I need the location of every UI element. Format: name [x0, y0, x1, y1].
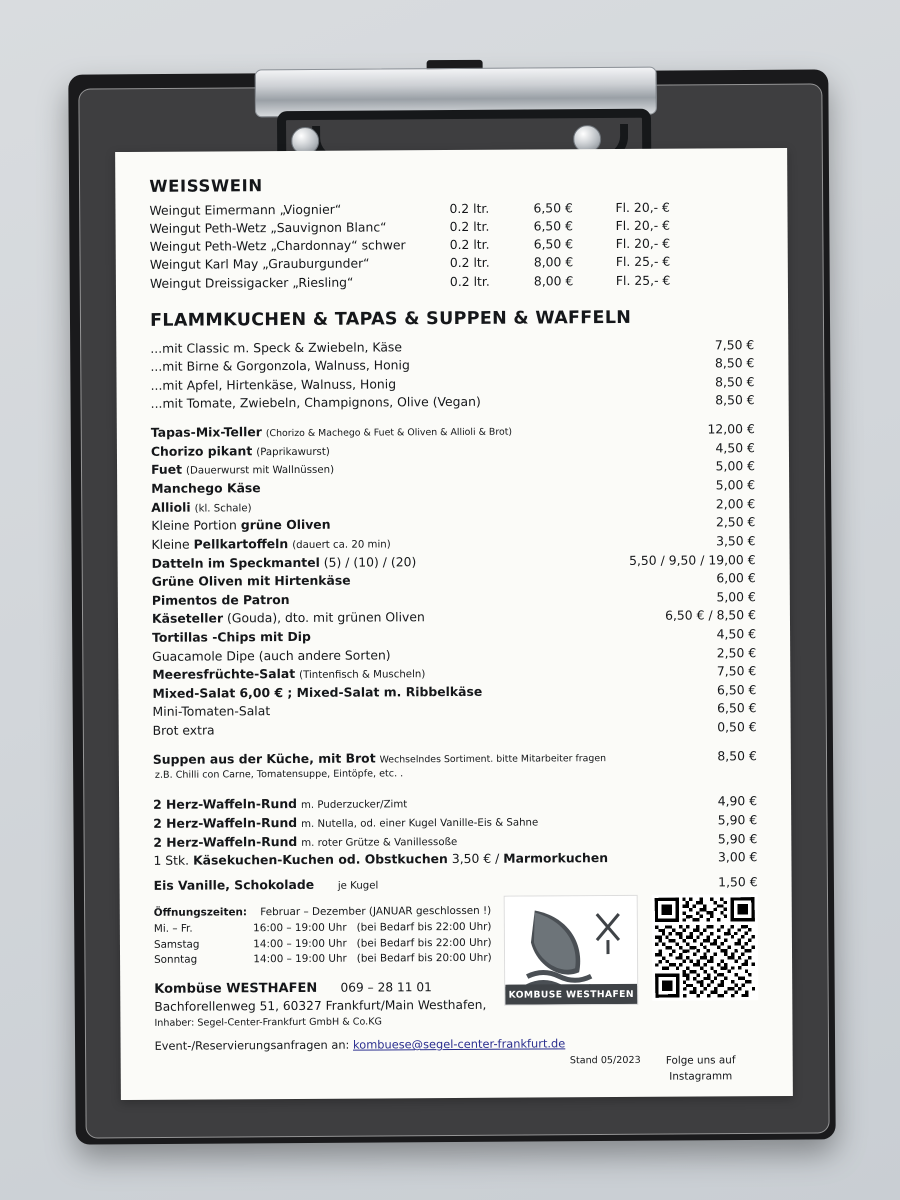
section-title-weisswein: WEISSWEIN	[149, 176, 263, 196]
menu-item	[152, 552, 756, 572]
wine-glass-price: 6,50 €	[533, 236, 574, 252]
hours-time: 14:00 – 19:00 Uhr	[253, 952, 347, 966]
wine-row	[150, 272, 754, 292]
item-label	[152, 553, 581, 572]
owner-line: Inhaber: Segel-Center-Frankfurt GmbH & Co.KG	[154, 1016, 382, 1029]
item-prefix: Kleine	[151, 536, 194, 552]
wine-size: 0.2 ltr.	[449, 200, 490, 217]
item-name: Pimentos de Patron	[151, 591, 290, 608]
menu-item	[153, 812, 757, 832]
item-price: 1,50 €	[718, 873, 758, 890]
menu-item	[152, 682, 756, 702]
item-price: 12,00 €	[707, 421, 755, 437]
item-label	[152, 590, 638, 610]
hours-days: Mi. – Fr.	[153, 922, 193, 935]
item-label: ...mit Tomate, Zwiebeln, Champignons, Olive (Vegan)	[150, 394, 481, 412]
item-label	[151, 459, 637, 479]
item-price: 5,90 €	[717, 830, 758, 846]
wine-bottle-price: Fl. 20,- €	[615, 199, 670, 216]
item-name: 2 Herz-Waffeln-Rund	[153, 833, 298, 850]
menu-item	[150, 355, 754, 375]
menu-item	[152, 645, 756, 665]
item-name: Tapas-Mix-Teller	[150, 424, 262, 440]
event-contact	[155, 1035, 759, 1054]
wine-size: 0.2 ltr.	[449, 218, 490, 235]
wine-size: 0.2 ltr.	[449, 273, 490, 289]
wine-size: 0.2 ltr.	[449, 237, 490, 253]
hours-extra: (bei Bedarf bis 20:00 Uhr)	[356, 952, 492, 965]
menu-item	[151, 514, 755, 534]
wine-glass-price: 8,00 €	[533, 272, 574, 289]
item-name: Manchego Käse	[151, 480, 261, 496]
menu-item	[153, 849, 757, 869]
kombuse-logo	[504, 895, 639, 1006]
item-note: m. Nutella, od. einer Kugel Vanille-Eis & Sahne	[301, 817, 539, 830]
item-note: (Chorizo & Machego & Fuet & Oliven & Allioli & Brot)	[265, 426, 513, 440]
follow-line-2: Instagramm	[669, 1070, 733, 1083]
hours-extra: (bei Bedarf bis 22:00 Uhr)	[356, 920, 492, 934]
email-link[interactable]: kombuese@segel-center-frankfurt.de	[352, 1036, 566, 1052]
wine-list	[149, 199, 754, 292]
item-label: Brot extra	[152, 722, 215, 738]
wine-bottle-price: Fl. 20,- €	[615, 236, 671, 252]
hours-days: Samstag	[153, 938, 200, 951]
item-prefix: Kleine Portion	[151, 517, 241, 534]
menu-item	[151, 458, 755, 478]
item-note: (Paprikawurst)	[256, 446, 330, 458]
item-note: (Tintenfisch & Muscheln)	[299, 669, 426, 682]
item-name: Allioli	[151, 499, 191, 515]
item-label	[152, 571, 638, 591]
revision-date: Stand 05/2023	[569, 1054, 641, 1067]
wine-row	[149, 199, 753, 219]
menu-item	[151, 477, 755, 497]
hours-time: 14:00 – 19:00 Uhr	[253, 937, 347, 950]
follow-us	[643, 1053, 759, 1085]
ice-item	[154, 874, 758, 894]
item-note: Wechselndes Sortiment. bitte Mitarbeiter fragen	[379, 752, 607, 766]
item-price: 2,00 €	[715, 495, 756, 511]
item-name: Tortillas -Chips mit Dip	[152, 628, 311, 645]
item-price: 8,50 €	[714, 355, 755, 371]
menu-item	[152, 589, 756, 609]
wine-bottle-price: Fl. 25,- €	[615, 254, 671, 270]
item-label	[152, 609, 581, 628]
item-label	[151, 515, 637, 535]
item-price: 4,50 €	[715, 439, 755, 456]
item-label	[151, 441, 637, 461]
item-name: Käseteller	[151, 610, 224, 627]
menu-page	[115, 148, 793, 1100]
item-note: m. Puderzucker/Zimt	[300, 799, 408, 812]
item-price: 2,50 €	[715, 514, 756, 530]
item-label	[153, 831, 639, 851]
item-prefix: 1 Stk.	[153, 852, 194, 869]
menu-item	[150, 337, 754, 357]
menu-item	[152, 570, 756, 590]
item-label: ...mit Birne & Gorgonzola, Walnuss, Honig	[150, 357, 410, 375]
item-price: 5,00 €	[715, 458, 756, 474]
item-label	[151, 496, 637, 516]
item-name: 2 Herz-Waffeln-Rund	[153, 814, 298, 831]
item-name: grüne Oliven	[240, 517, 331, 533]
wine-glass-price: 8,00 €	[533, 254, 574, 270]
item-name: Eis Vanille, Schokolade	[153, 876, 315, 893]
hours-season: Februar – Dezember (JANUAR geschlossen !)	[260, 905, 492, 919]
menu-item	[151, 496, 755, 516]
item-name: Pellkartoffeln	[193, 535, 289, 552]
item-price: 6,00 €	[716, 570, 756, 586]
wine-row	[150, 254, 754, 274]
item-note: (dauert ca. 20 min)	[292, 539, 391, 551]
footer-badges	[504, 895, 759, 1007]
wine-bottle-price: Fl. 20,- €	[615, 217, 671, 234]
item-price: 6,50 €	[716, 682, 757, 698]
wine-size: 0.2 ltr.	[449, 255, 490, 271]
menu-item	[150, 374, 754, 394]
menu-item	[152, 663, 756, 683]
menu-item	[152, 626, 756, 646]
menu-item	[151, 440, 755, 460]
item-name: 2 Herz-Waffeln-Rund	[153, 796, 298, 812]
menu-item	[153, 831, 757, 851]
item-price: 4,90 €	[717, 793, 758, 809]
item-name: Fuet	[151, 461, 183, 478]
street-address: Bachforellenweg 51, 60327 Frankfurt/Main Westhafen,	[154, 998, 487, 1015]
item-label	[151, 478, 637, 498]
hours-label: Öffnungszeiten:	[153, 906, 248, 920]
item-label: Guacamole Dipe (auch andere Sorten)	[152, 646, 391, 664]
item-label: ...mit Apfel, Hirtenkäse, Walnuss, Honig	[150, 376, 397, 393]
wine-glass-price: 6,50 €	[533, 200, 573, 216]
hours-days: Sonntag	[154, 953, 198, 967]
item-price: 3,50 €	[716, 533, 756, 549]
menu-item	[151, 421, 755, 441]
item-label	[152, 664, 638, 684]
item-price: 0,50 €	[717, 719, 757, 735]
item-note: (5) / (10) / (20)	[323, 553, 417, 570]
menu-item	[152, 701, 756, 721]
item-label	[152, 627, 638, 647]
wine-bottle-price: Fl. 25,- €	[615, 272, 671, 288]
item-price: 3,00 €	[717, 849, 758, 865]
soup-examples: z.B. Chilli con Carne, Tomatensuppe, Eintöpfe, etc. .	[154, 768, 404, 782]
item-price: 2,50 €	[716, 644, 757, 660]
waffle-list	[153, 793, 757, 869]
menu-item	[153, 719, 757, 739]
item-price: 7,50 €	[716, 663, 757, 679]
menu-item	[151, 393, 755, 413]
wine-row	[150, 235, 754, 255]
wine-row	[150, 217, 754, 237]
menu-item	[151, 533, 755, 553]
item-price: 8,50 €	[715, 373, 755, 390]
item-mid: 3,50 € /	[447, 850, 504, 867]
item-name: Datteln im Speckmantel	[151, 554, 320, 571]
item-note: (Dauerwurst mit Wallnüssen)	[185, 465, 335, 477]
follow-line-1: Folge uns auf	[665, 1054, 736, 1068]
wine-name: Weingut Dreissigacker „Riesling“	[149, 274, 354, 291]
item-note: (kl. Schale)	[194, 502, 252, 515]
item-note: je Kugel	[337, 880, 379, 892]
soup-block	[153, 748, 757, 783]
item-price: 5,90 €	[717, 811, 758, 828]
item-price: 5,00 €	[716, 588, 756, 605]
qr-code[interactable]	[652, 895, 759, 1002]
hours-time: 16:00 – 19:00 Uhr	[253, 921, 347, 935]
menu-item	[152, 608, 756, 628]
menu-item	[153, 793, 757, 813]
item-name-2: Marmorkuchen	[503, 850, 609, 866]
item-label	[154, 875, 640, 895]
wine-name: Weingut Peth-Wetz „Chardonnay“ schwer	[149, 237, 406, 255]
flammkuchen-list	[150, 337, 754, 413]
wine-glass-price: 6,50 €	[533, 218, 574, 234]
item-price: 6,50 € / 8,50 €	[665, 607, 756, 624]
item-label	[152, 683, 638, 703]
item-price: 6,50 €	[717, 700, 757, 716]
item-price: 8,50 €	[717, 747, 757, 764]
wine-name: Weingut Eimermann „Viognier“	[149, 201, 342, 218]
item-label	[153, 813, 639, 833]
item-price: 7,50 €	[714, 336, 755, 352]
wine-name: Weingut Karl May „Grauburgunder“	[149, 255, 370, 273]
item-label: Mini-Tomaten-Salat	[152, 703, 271, 720]
item-name: Käsekuchen-Kuchen od. Obstkuchen	[193, 851, 448, 868]
section-title-main: FLAMMKUCHEN & TAPAS & SUPPEN & WAFFELN	[150, 308, 632, 332]
item-name: Mixed-Salat 6,00 € ; Mixed-Salat m. Ribbelkäse	[152, 683, 483, 701]
qr-code-image	[655, 898, 756, 999]
tapas-list	[151, 421, 757, 739]
item-label	[153, 850, 639, 870]
business-name: Kombüse WESTHAFEN	[154, 980, 318, 997]
item-note: (Gouda), dto. mit grünen Oliven	[226, 609, 425, 626]
item-label: ...mit Classic m. Speck & Zwiebeln, Käse	[150, 338, 403, 356]
item-label	[153, 749, 639, 769]
hours-extra: (bei Bedarf bis 22:00 Uhr)	[356, 936, 492, 950]
item-price: 4,50 €	[716, 626, 757, 642]
item-label	[153, 794, 639, 814]
logo-caption: KOMBUSE WESTHAFEN	[505, 986, 637, 1005]
item-name: Grüne Oliven mit Hirtenkäse	[151, 572, 351, 590]
item-name: Meeresfrüchte-Salat	[152, 666, 296, 683]
item-name: Suppen aus der Küche, mit Brot	[152, 750, 376, 767]
menu-footer	[153, 903, 759, 1083]
item-price: 5,00 €	[715, 477, 756, 493]
item-label	[151, 422, 637, 442]
menu-item	[153, 748, 757, 768]
item-price: 8,50 €	[715, 392, 755, 408]
phone-number[interactable]: 069 – 28 11 01	[340, 980, 432, 995]
item-note: m. roter Grütze & Vanillessoße	[301, 836, 458, 849]
item-name: Chorizo pikant	[150, 442, 253, 459]
wine-name: Weingut Peth-Wetz „Sauvignon Blanc“	[149, 219, 387, 237]
item-price: 5,50 / 9,50 / 19,00 €	[628, 551, 756, 568]
event-label: Event-/Reservierungsanfragen an:	[154, 1037, 354, 1054]
item-label	[151, 534, 637, 554]
